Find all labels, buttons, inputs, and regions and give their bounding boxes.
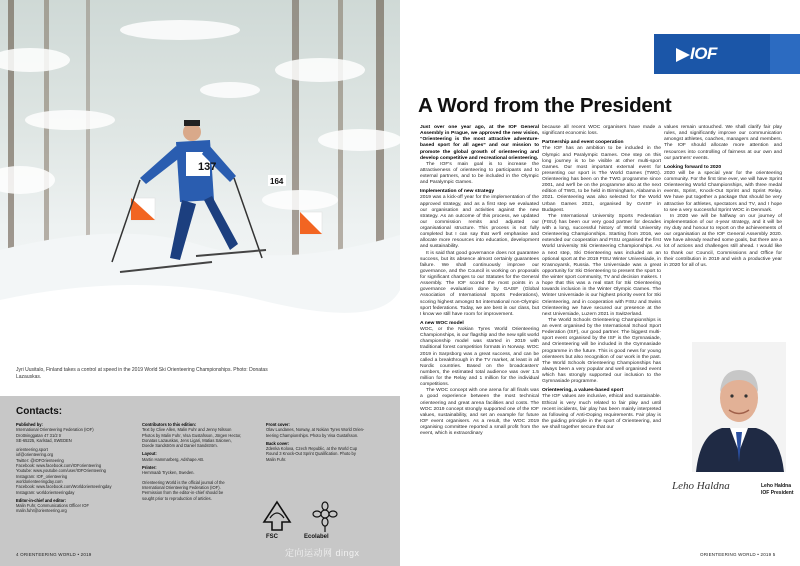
page-footer-right: ORIENTEERING WORLD • 2019 5 [700,552,776,557]
photo-caption: Jyri Uusitalo, Finland takes a control at speed in the 2019 World Ski Orienteering Championships. Photo: Donatas Lazauskas. [16,367,268,380]
iof-logo-bar [654,34,800,74]
ski-orienteering-photo [0,0,400,380]
contributors-line: Donatas Lazauskas, Jens Ligari, Matias Salonen, [142,437,232,443]
article-paragraph: The IOF has an ambition to be included in the Olympic and Paralympic Games. One step on this long journey is to be visible at other multi-sport Games. Our most important external event for presenting our sport is The World Games (TWG). Orienteering has been on the TWG programme since 2001, and we'll be on the programme also at the next edition of TWG, to be held in Birmingham, Alabama in 2021. Orienteering was also selected for the World Urban Games 2021, organised by GAISF in Budapest. [542,146,661,213]
article-headline: A Word from the President [418,94,672,117]
contact-link[interactable]: Instagram: worldorienteeringday [16,489,75,495]
article-paragraph: The International University Sports Federation (FISU) has been our very good partner for decades with a long, successful history of World University Orienteering Championships. Starting from 2016, we extended our cooperation and FISU organised the first World University Ski Orienteering Championships. As a next step, Ski Orienteering was included as an optional sport at the 2019 FISU Winter Universiade, in Krasnoyarsk, Russia. The Universiade was a great opportunity for Ski Orienteering to present the sport to the winter sport community, TV and decision makers. I hope that this was a real start for Ski Orienteering towards inclusion in the Winter Olympic Games. The Winter Universiade is our highest priority event for Ski Orienteering, and in cooperation with FISU and Swiss Orienteering we have secured our presence at the next Universiade, Luzern 2021 in Switzerland. [542,213,661,317]
contributors-heading: Contributors to this edition: [142,422,197,427]
section-heading: Partnership and event cooperation [542,140,624,146]
contact-link[interactable]: orienteering.sport [16,447,48,453]
article-paragraph: values remain untouched. We shall clarify fair play rules, and significantly improve our communication amongst athletes, coaches, managers and members. The IOF should allocate more attention and resources into controlling of fairness at our own and our partners' events. [664,125,782,161]
printer-heading: Printer: [142,465,157,471]
publisher-line: SE-65225, Karlstad, SWEDEN [16,437,72,443]
article-lead: Just over one year ago, at the IOF General Assembly in Prague, we approved the new vision, “Orienteering is the most attractive adventure-based sport for all ages” and our mission to promote the global growth of orienteering and develop competitive and recreational orienteering. [420,125,539,161]
section-heading: A new WOC model [420,320,464,326]
portrait-illustration [692,342,786,472]
contact-link[interactable]: Facebook: www.facebook.com/IOForienteering [16,463,102,469]
publisher-line: Drottninggatan 47 31/2 tr [16,432,62,438]
article-column-1 [420,125,539,437]
article-paragraph: The IOF's main goal is to increase the attractiveness of orienteering to participants and to external partners, and to be included in the Olympic and Paralympic Games. [420,161,539,186]
article-paragraph: 2020 will be a special year for the orienteering community. For the first time ever, we will have Sprint Orienteering World Championships, with three medal events, Sprint, Knock-Out Sprint and Sprint Relay. We have put together a package that should be very attractive for athletes, spectators and TV, and I hope to see a very successful Sprint WOC in Denmark. [664,170,782,213]
president-title: IOF President [761,490,794,496]
contacts-title: Contacts: [16,406,63,417]
contacts-column-3 [266,422,390,462]
iof-triangle-icon [676,48,690,62]
front-cover-heading: Front cover: [266,422,290,427]
president-portrait [692,342,786,472]
contributors-line: Photos by Malin Fuhr, Visa Gustafsson, Jörgen Hector, [142,432,242,438]
contacts-column-2 [142,422,260,501]
article-paragraph: 2019 was a kick-off year for the implementation of the approved strategy, and as a first step we evaluated our organisation and activities against the new strategy. As an outcome of this process, we updated our commission remits and adjusted our organisational structure. This process is not fully completed but I can say that we'll emphasise and allocate more resources into education, development and sustainability. [420,195,539,250]
editor-email[interactable]: malin.fuhr@orienteering.org [16,508,67,514]
editor-heading: Editor-in-chief and editor: [16,497,67,503]
bib-number-side: 164 [270,177,284,186]
publisher-line: International Orienteering Federation (IOF) [16,427,94,433]
president-signature-icon [668,475,758,495]
article-paragraph: In 2020 we will be halfway on our journey of implementation of our 4-year strategy, and it will be my duty and honour to report on the achievements of our organisation at the IOF General Assembly 2020. We have already reached some goals, but there are a lot of actions and challenges still ahead. I would like to thank our Council, Commissions and Office for their contribution in 2019 and wish a productive year in 2020 for all of us. [664,213,782,268]
printer-line: Hemmaab Trycken, Sweden. [142,470,195,476]
article-paragraph: because all recent WOC organisers have made a significant economic loss. [542,125,661,137]
photo-illustration [0,0,400,380]
watermark: 定向运动网 dingx [285,548,360,558]
section-heading: Implementation of new strategy [420,189,495,195]
contact-link[interactable]: Instagram: IOF_orienteering [16,473,68,479]
journal-note-line: sought prior to reproduction of articles. [142,495,212,501]
back-cover-line: Round 3 Knock-Out Sprint Qualification. Photo by [266,451,356,457]
section-heading: Orienteering, a values-based sport [542,388,624,394]
iof-logo-text: IOF [690,44,717,63]
contact-link[interactable]: iof@orienteering.org [16,452,54,458]
article-paragraph: It is said that good governance does not guarantee success, but its absence almost certainly guarantees failure. We shall continuously improve our governance, and the Council is working on proposals for significant changes to our Statutes for the General Assembly. The IOF scored the most points in a governance evaluation done by GAISF (Global Association of International Sports Federations), scoring highest amongst 54 international non-Olympic sport federations. Today, we are best in our class, but I know we still have room for improvement. [420,250,539,317]
article-paragraph: WOC, or the Nokian Tyres World Orienteering Championships, is our flagship and the new split world championship model was started in 2019 with traditional forest competition formats in Norway. WOC 2019 in Sarpsborg was a great success, and can be called a breakthrough in the TV market, at least in all Nordic countries. Based on the broadcasters' numbers, the estimated total audience was over 1.5 million for the Relay and 1 million for the individual competitions. [420,327,539,388]
contacts-column-1 [16,422,126,514]
bib-number-main: 137 [198,161,217,173]
article-column-3 [664,125,782,269]
certification-logos [260,500,370,544]
fsc-label: FSC [266,534,278,540]
back-cover-heading: Back cover: [266,440,290,446]
article-column-2 [542,125,661,431]
contributors-line: Doede Sandström and Daniel Sandström. [142,443,218,449]
back-cover-line: Malin Fuhr. [266,456,287,462]
journal-note-line: Orienteering World is the official journal of the [142,479,225,485]
president-name: Leho Haldna [761,483,792,489]
article-paragraph: The IOF values are inclusive, ethical and sustainable. Ethical is very much related to fair play and until recent incidents, fair play has been mainly interpreted as following of Anti-Doping requirements. Fair play is the guiding principle in the sport of Orienteering, and we shall together secure that our [542,394,661,430]
published-by-heading: Published by: [16,422,43,427]
layout-line: Martin Hammarberg, Adshape AB. [142,456,205,462]
journal-note-line: Permission from the editor-in-chief should be [142,490,224,496]
ecolabel-label: Ecolabel [304,534,329,540]
contributors-line: Text by Clive Allen, Malin Fuhr and Jenny Nilsson [142,427,232,433]
signature-script: Leho Haldna [672,480,730,492]
contact-link[interactable]: Facebook: www.facebook.com/Worldorienteeringday [16,484,112,490]
contact-link[interactable]: Twitter: @IOFOrienteering [16,457,64,463]
page-footer-left: 4 ORIENTEERING WORLD • 2019 [16,552,92,557]
contact-link[interactable]: worldorienteeringday.com [16,478,63,484]
contact-link[interactable]: Youtube: www.youtube.com/user/IOFOrienteering [16,468,106,474]
front-cover-line: teering Championships. Photo by Visa Gustafsson. [266,432,359,438]
article-paragraph: The WOC concept with one arena for all finals was a good experience between the most technical orienteering and great arena facilities and costs. The WOC 2019 concept strongly supported one of the IOF values, sustainability, and set an example for future IOF event organisers. As a result, the WOC 2019 organising committee reported a small profit from the event, which is extraordinary [420,388,539,437]
front-cover-line: Olav Lundanes, Norway, at Nokian Tyres World Orien- [266,427,365,433]
back-cover-line: Zdenka Kolova, Czech Republic, at the World Cup [266,446,358,452]
section-heading: Looking forward to 2020 [664,164,722,170]
layout-heading: Layout: [142,451,157,457]
journal-note-line: International Orienteering Federation (IOF). [142,484,221,490]
article-paragraph: The World Schools Orienteering Championships is an event organised by the International School Sport Federation (ISF), our good partner. The biggest multi-sport event organised by the ISF is the Gymnasiade, and Orienteering will be included in the Gymnasiade programme in the future. This is good news for young orienteers but also recognition of our work in the past. The World Schools Orienteering Championships has always been a very popular and well organised event which has strongly supported our inclusion to the Gymnasiade programme. [542,317,661,385]
editor-line: Malin Fuhr, Communications Officer IOF [16,503,89,509]
